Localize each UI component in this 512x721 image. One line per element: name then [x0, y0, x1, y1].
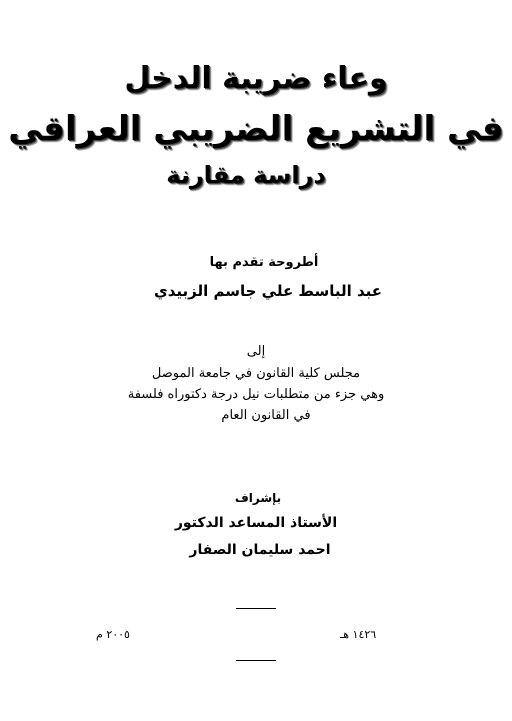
date-hijri: ١٤٢٦ هـ: [340, 628, 377, 641]
divider-top: [236, 608, 276, 609]
divider-bottom: [236, 660, 276, 661]
degree-requirement-line: وهي جزء من متطلبات نيل درجة دكتوراه فلسفة: [127, 387, 385, 402]
supervisor-name: احمد سليمان الصفار: [189, 542, 331, 558]
title-line-1: وعاء ضريبة الدخل: [124, 61, 388, 96]
submitted-by-label: أطروحة تقدم بها: [209, 255, 319, 270]
title-line-2: في التشريع الضريبي العراقي: [8, 109, 504, 149]
council-line: مجلس كلية القانون في جامعة الموصل: [151, 366, 361, 381]
date-gregorian: ٢٠٠٥ م: [96, 628, 130, 641]
supervision-label: بإشراف: [234, 491, 282, 505]
field-of-study: في القانون العام: [221, 408, 311, 423]
title-line-3: دراسة مقارنة: [166, 161, 326, 189]
supervisor-title: الأستاذ المساعد الدكتور: [174, 515, 338, 531]
to-label: إلى: [246, 344, 266, 359]
author-name: عبد الباسط علي جاسم الزبيدي: [153, 282, 383, 300]
